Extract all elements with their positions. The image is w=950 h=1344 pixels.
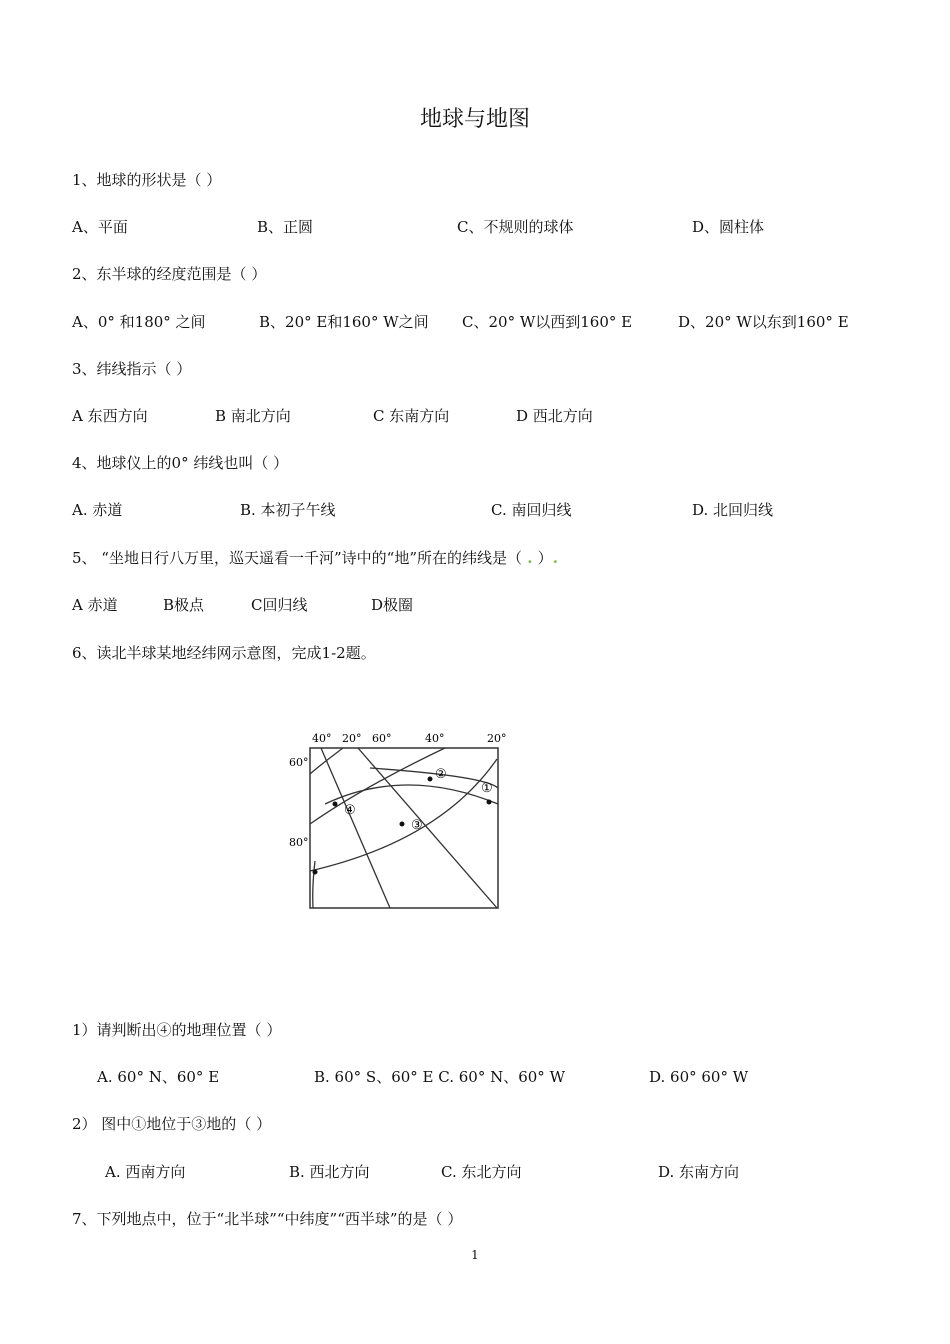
question-1-stem: 1、地球的形状是（ ） bbox=[72, 171, 222, 189]
point-1-dot bbox=[487, 800, 492, 805]
q1-option-b: B、正圆 bbox=[257, 218, 314, 236]
curve-line-2 bbox=[325, 785, 498, 804]
q3-option-d: D 西北方向 bbox=[516, 407, 593, 425]
q3-option-b: B 南北方向 bbox=[215, 407, 291, 425]
q2-option-b: B、20° E和160° W之间 bbox=[259, 313, 429, 331]
meridian-line-20 bbox=[358, 748, 497, 908]
q6-sub1-stem: 1）请判断出④的地理位置（ ） bbox=[72, 1021, 282, 1039]
point-3-dot bbox=[400, 822, 405, 827]
q4-option-c: C. 南回归线 bbox=[491, 501, 572, 519]
q6-sub1-option-a: A. 60° N、60° E bbox=[97, 1068, 220, 1086]
top-label-20-right: 20° bbox=[487, 732, 507, 745]
point-4-dot bbox=[333, 802, 338, 807]
q2-option-a: A、0° 和180° 之间 bbox=[72, 313, 206, 331]
q5-option-d: D极圈 bbox=[371, 596, 414, 614]
q5-end-mark: . bbox=[552, 549, 558, 567]
q1-option-a: A、平面 bbox=[72, 218, 128, 236]
question-3-stem: 3、纬线指示（ ） bbox=[72, 360, 192, 378]
q5-option-c: C回归线 bbox=[251, 596, 308, 614]
point-2-dot bbox=[428, 777, 433, 782]
graticule-figure bbox=[285, 726, 525, 916]
curve-line-1 bbox=[370, 768, 498, 788]
left-label-80: 80° bbox=[289, 836, 309, 849]
point-label-4: ④ bbox=[344, 803, 356, 818]
top-label-40-right: 40° bbox=[425, 732, 445, 745]
q2-option-d: D、20° W以东到160° E bbox=[678, 313, 849, 331]
q6-sub2-option-c: C. 东北方向 bbox=[441, 1163, 522, 1181]
q5-close-paren: ） bbox=[537, 549, 553, 567]
q1-option-c: C、不规则的球体 bbox=[457, 218, 574, 236]
q2-option-c: C、20° W以西到160° E bbox=[462, 313, 633, 331]
point-label-2: ② bbox=[435, 767, 447, 782]
q4-option-b: B. 本初子午线 bbox=[240, 501, 336, 519]
q6-sub2-stem: 2） 图中①地位于③地的（ ） bbox=[72, 1115, 272, 1133]
q6-sub2-option-a: A. 西南方向 bbox=[105, 1163, 186, 1181]
q6-sub2-option-d: D. 东南方向 bbox=[658, 1163, 740, 1181]
top-label-20-left: 20° bbox=[342, 732, 362, 745]
point-extra-dot bbox=[313, 870, 318, 875]
question-2-stem: 2、东半球的经度范围是（ ） bbox=[72, 265, 267, 283]
figure-frame bbox=[310, 748, 498, 908]
q5-option-b: B极点 bbox=[163, 596, 205, 614]
top-label-60: 60° bbox=[372, 732, 392, 745]
q5-option-a: A 赤道 bbox=[72, 596, 118, 614]
question-7-stem: 7、下列地点中，位于“北半球”“中纬度”“西半球”的是（ ） bbox=[72, 1210, 463, 1228]
q6-sub1-option-d: D. 60° 60° W bbox=[649, 1068, 749, 1086]
question-6-stem: 6、读北半球某地经纬网示意图，完成1-2题。 bbox=[72, 644, 376, 662]
q3-option-a: A 东西方向 bbox=[72, 407, 148, 425]
page-title: 地球与地图 bbox=[419, 107, 530, 132]
q4-option-d: D. 北回归线 bbox=[692, 501, 774, 519]
q5-stem-text: 5、 “坐地日行八万里，巡天遥看一千河”诗中的“地”所在的纬线是（ bbox=[72, 549, 522, 567]
q5-blank-mark: . bbox=[522, 549, 538, 567]
q3-option-c: C 东南方向 bbox=[373, 407, 450, 425]
q6-sub2-option-b: B. 西北方向 bbox=[289, 1163, 370, 1181]
left-label-60: 60° bbox=[289, 756, 309, 769]
q1-option-d: D、圆柱体 bbox=[692, 218, 765, 236]
latitude-arc-80 bbox=[310, 759, 497, 871]
point-label-1: ① bbox=[481, 781, 493, 796]
page-number: 1 bbox=[471, 1248, 479, 1262]
q4-option-a: A. 赤道 bbox=[72, 501, 123, 519]
latitude-arc-small bbox=[310, 748, 343, 774]
top-label-40-left: 40° bbox=[312, 732, 332, 745]
q6-sub1-option-bc: B. 60° S、60° E C. 60° N、60° W bbox=[314, 1068, 565, 1086]
point-label-3: ③ bbox=[411, 818, 423, 833]
question-4-stem: 4、地球仪上的0° 纬线也叫（ ） bbox=[72, 454, 289, 472]
question-5-stem bbox=[72, 548, 558, 568]
meridian-line-left bbox=[313, 861, 315, 908]
